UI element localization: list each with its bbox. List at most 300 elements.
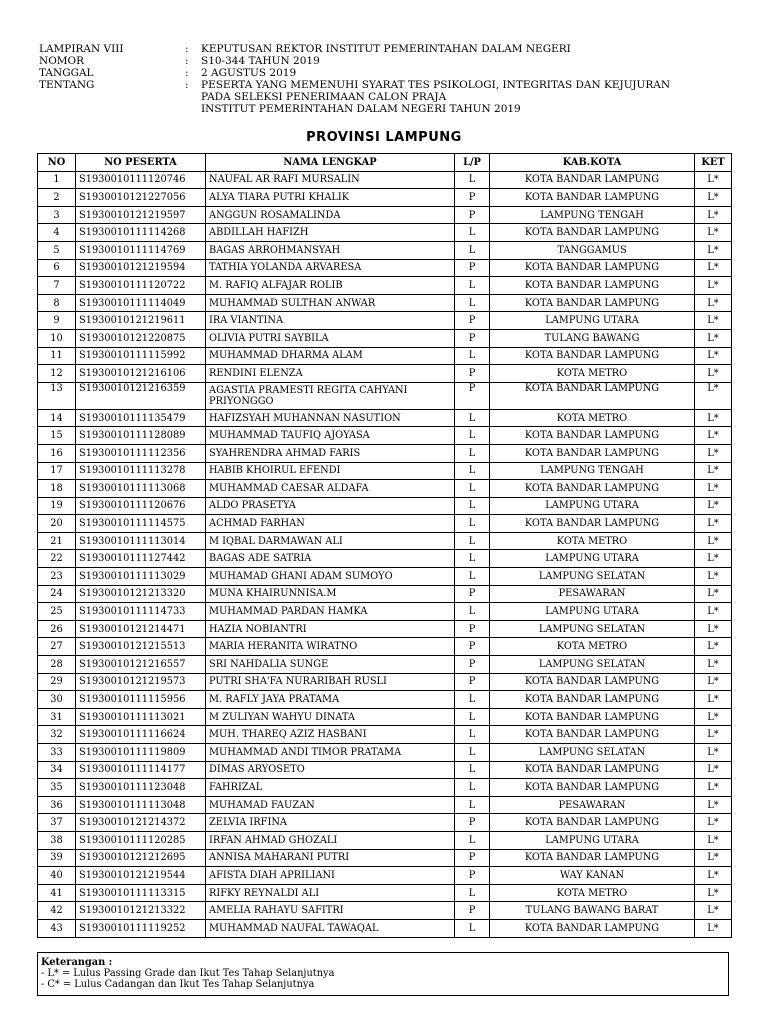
cell-ket: L*: [695, 277, 732, 295]
cell-no: 10: [38, 329, 76, 347]
cell-lp: L: [455, 708, 490, 726]
cell-lp: L: [455, 515, 490, 533]
cell-nama: MUHAMMAD NAUFAL TAWAQAL: [206, 919, 455, 937]
cell-kab-kota: PESAWARAN: [490, 796, 695, 814]
table-row: [38, 444, 732, 462]
notes-line-c: - C* = Lulus Cadangan dan Ikut Tes Tahap Selanjutnya: [41, 979, 315, 990]
header-value-line: KEPUTUSAN REKTOR INSTITUT PEMERINTAHAN DALAM NEGERI: [201, 43, 571, 55]
cell-nama: MUHAMAD GHANI ADAM SUMOYO: [206, 568, 455, 586]
table-row: [38, 550, 732, 568]
cell-ket: L*: [695, 814, 732, 832]
cell-kab-kota: KOTA BANDAR LAMPUNG: [490, 515, 695, 533]
table-row: [38, 708, 732, 726]
cell-nama: ALYA TIARA PUTRI KHALIK: [206, 189, 455, 207]
document-header: [39, 43, 729, 115]
cell-nama: ANNISA MAHARANI PUTRI: [206, 849, 455, 867]
notes-line-l: - L* = Lulus Passing Grade dan Ikut Tes Tahap Selanjutnya: [41, 968, 335, 979]
cell-no: 32: [38, 726, 76, 744]
cell-ket: L*: [695, 532, 732, 550]
cell-lp: P: [455, 329, 490, 347]
cell-ket: L*: [695, 462, 732, 480]
cell-lp: P: [455, 656, 490, 674]
cell-nama: NAUFAL AR RAFI MURSALIN: [206, 171, 455, 189]
cell-nama: BAGAS ARROHMANSYAH: [206, 241, 455, 259]
cell-kab-kota: KOTA METRO: [490, 532, 695, 550]
table-row: [38, 329, 732, 347]
cell-no-peserta: S1930010121215513: [76, 638, 206, 656]
cell-ket: L*: [695, 708, 732, 726]
table-row: [38, 365, 732, 383]
cell-no-peserta: S1930010111113048: [76, 796, 206, 814]
cell-nama: AGASTIA PRAMESTI REGITA CAHYANI PRIYONGGO: [206, 382, 455, 409]
header-value: [201, 79, 729, 115]
cell-no: 7: [38, 277, 76, 295]
header-colon: :: [185, 55, 189, 67]
cell-kab-kota: LAMPUNG UTARA: [490, 603, 695, 621]
cell-no: 34: [38, 761, 76, 779]
table-row: [38, 515, 732, 533]
cell-lp: L: [455, 277, 490, 295]
cell-no: 6: [38, 259, 76, 277]
cell-lp: L: [455, 532, 490, 550]
cell-kab-kota: LAMPUNG SELATAN: [490, 620, 695, 638]
table-row: [38, 480, 732, 498]
cell-no: 26: [38, 620, 76, 638]
table-row: [38, 673, 732, 691]
cell-kab-kota: LAMPUNG UTARA: [490, 497, 695, 515]
cell-nama: MARIA HERANITA WIRATNO: [206, 638, 455, 656]
cell-kab-kota: TULANG BAWANG BARAT: [490, 902, 695, 920]
cell-lp: L: [455, 241, 490, 259]
cell-ket: L*: [695, 620, 732, 638]
header-colon: :: [185, 79, 189, 91]
cell-lp: L: [455, 444, 490, 462]
table-row: [38, 347, 732, 365]
cell-no: 31: [38, 708, 76, 726]
table-row: [38, 462, 732, 480]
table-row: [38, 189, 732, 207]
cell-kab-kota: KOTA BANDAR LAMPUNG: [490, 224, 695, 242]
table-row: [38, 726, 732, 744]
table-row: [38, 277, 732, 295]
cell-kab-kota: KOTA BANDAR LAMPUNG: [490, 347, 695, 365]
cell-no: 41: [38, 884, 76, 902]
cell-kab-kota: KOTA BANDAR LAMPUNG: [490, 761, 695, 779]
cell-ket: L*: [695, 515, 732, 533]
table-row: [38, 691, 732, 709]
cell-no-peserta: S1930010111114177: [76, 761, 206, 779]
cell-no: 42: [38, 902, 76, 920]
cell-lp: P: [455, 189, 490, 207]
cell-ket: L*: [695, 638, 732, 656]
cell-kab-kota: KOTA BANDAR LAMPUNG: [490, 673, 695, 691]
cell-ket: L*: [695, 206, 732, 224]
header-value: [201, 67, 729, 79]
cell-no: 38: [38, 831, 76, 849]
header-value-line: PESERTA YANG MEMENUHI SYARAT TES PSIKOLOGI, INTEGRITAS DAN KEJUJURAN: [201, 79, 671, 91]
cell-no-peserta: S1930010121214372: [76, 814, 206, 832]
cell-kab-kota: KOTA METRO: [490, 409, 695, 427]
cell-nama: HAFIZSYAH MUHANNAN NASUTION: [206, 409, 455, 427]
cell-lp: L: [455, 224, 490, 242]
cell-no: 9: [38, 312, 76, 330]
table-row: [38, 796, 732, 814]
cell-no: 43: [38, 919, 76, 937]
cell-no-peserta: S1930010111123048: [76, 779, 206, 797]
header-colon: :: [185, 43, 189, 55]
cell-nama: M. RAFIQ ALFAJAR ROLIB: [206, 277, 455, 295]
header-colon: :: [185, 67, 189, 79]
cell-lp: P: [455, 382, 490, 409]
cell-no: 39: [38, 849, 76, 867]
cell-lp: P: [455, 867, 490, 885]
cell-no: 36: [38, 796, 76, 814]
header-value-line: PADA SELEKSI PENERIMAAN CALON PRAJA: [201, 91, 447, 103]
cell-ket: L*: [695, 779, 732, 797]
cell-kab-kota: TANGGAMUS: [490, 241, 695, 259]
cell-no-peserta: S1930010111120746: [76, 171, 206, 189]
cell-no: 28: [38, 656, 76, 674]
cell-no-peserta: S1930010111127442: [76, 550, 206, 568]
cell-nama: ABDILLAH HAFIZH: [206, 224, 455, 242]
table-row: [38, 867, 732, 885]
cell-kab-kota: KOTA BANDAR LAMPUNG: [490, 691, 695, 709]
cell-nama: HABIB KHOIRUL EFENDI: [206, 462, 455, 480]
cell-lp: L: [455, 480, 490, 498]
table-row: [38, 779, 732, 797]
cell-no: 16: [38, 444, 76, 462]
header-key: TANGGAL: [39, 67, 94, 79]
cell-nama: M IQBAL DARMAWAN ALI: [206, 532, 455, 550]
cell-ket: L*: [695, 673, 732, 691]
cell-kab-kota: KOTA BANDAR LAMPUNG: [490, 277, 695, 295]
cell-nama: MUHAMMAD PARDAN HAMKA: [206, 603, 455, 621]
cell-ket: L*: [695, 365, 732, 383]
cell-lp: L: [455, 171, 490, 189]
cell-no-peserta: S1930010121219597: [76, 206, 206, 224]
cell-nama: MUHAMMAD DHARMA ALAM: [206, 347, 455, 365]
cell-ket: L*: [695, 550, 732, 568]
cell-kab-kota: KOTA BANDAR LAMPUNG: [490, 259, 695, 277]
cell-ket: L*: [695, 726, 732, 744]
table-row: [38, 902, 732, 920]
table-row: [38, 294, 732, 312]
cell-kab-kota: LAMPUNG SELATAN: [490, 568, 695, 586]
cell-no: 33: [38, 744, 76, 762]
cell-ket: L*: [695, 884, 732, 902]
cell-kab-kota: KOTA BANDAR LAMPUNG: [490, 708, 695, 726]
cell-no: 37: [38, 814, 76, 832]
table-row: [38, 849, 732, 867]
cell-ket: L*: [695, 849, 732, 867]
cell-ket: L*: [695, 497, 732, 515]
col-header-nama-lengkap: NAMA LENGKAP: [206, 154, 455, 172]
table-row: [38, 656, 732, 674]
cell-no-peserta: S1930010111119809: [76, 744, 206, 762]
col-header-kab-kota: KAB.KOTA: [490, 154, 695, 172]
cell-ket: L*: [695, 189, 732, 207]
cell-no-peserta: S1930010121212695: [76, 849, 206, 867]
cell-lp: L: [455, 497, 490, 515]
cell-nama: FAHRIZAL: [206, 779, 455, 797]
table-row: [38, 312, 732, 330]
cell-kab-kota: KOTA BANDAR LAMPUNG: [490, 427, 695, 445]
cell-no-peserta: S1930010121219611: [76, 312, 206, 330]
cell-lp: L: [455, 409, 490, 427]
cell-kab-kota: KOTA BANDAR LAMPUNG: [490, 294, 695, 312]
cell-no: 3: [38, 206, 76, 224]
cell-no-peserta: S1930010111113068: [76, 480, 206, 498]
cell-no-peserta: S1930010121216106: [76, 365, 206, 383]
col-header-no-peserta: NO PESERTA: [76, 154, 206, 172]
notes-box: [37, 952, 729, 996]
cell-lp: L: [455, 884, 490, 902]
table-row: [38, 171, 732, 189]
cell-no: 35: [38, 779, 76, 797]
cell-no: 4: [38, 224, 76, 242]
table-row: [38, 427, 732, 445]
cell-kab-kota: WAY KANAN: [490, 867, 695, 885]
cell-no: 27: [38, 638, 76, 656]
participants-table: [37, 153, 732, 938]
header-key: TENTANG: [39, 79, 95, 91]
table-row: [38, 638, 732, 656]
cell-lp: P: [455, 585, 490, 603]
header-value-line: INSTITUT PEMERINTAHAN DALAM NEGERI TAHUN 2019: [201, 103, 521, 115]
cell-lp: L: [455, 726, 490, 744]
cell-nama: ACHMAD FARHAN: [206, 515, 455, 533]
cell-no: 13: [38, 382, 76, 409]
cell-no-peserta: S1930010121216557: [76, 656, 206, 674]
table-row: [38, 761, 732, 779]
table-body: [38, 171, 732, 937]
cell-ket: L*: [695, 761, 732, 779]
cell-no-peserta: S1930010111113014: [76, 532, 206, 550]
cell-nama: IRA VIANTINA: [206, 312, 455, 330]
cell-ket: L*: [695, 691, 732, 709]
cell-no: 30: [38, 691, 76, 709]
cell-lp: P: [455, 673, 490, 691]
table-row: [38, 620, 732, 638]
cell-no: 5: [38, 241, 76, 259]
cell-ket: L*: [695, 259, 732, 277]
cell-nama: HAZIA NOBIANTRI: [206, 620, 455, 638]
cell-lp: P: [455, 259, 490, 277]
cell-nama: MUHAMMAD ANDI TIMOR PRATAMA: [206, 744, 455, 762]
cell-no: 23: [38, 568, 76, 586]
cell-no-peserta: S1930010121216359: [76, 382, 206, 409]
cell-no: 25: [38, 603, 76, 621]
cell-ket: L*: [695, 867, 732, 885]
cell-lp: L: [455, 427, 490, 445]
cell-nama: IRFAN AHMAD GHOZALI: [206, 831, 455, 849]
table-row: [38, 382, 732, 409]
cell-kab-kota: KOTA BANDAR LAMPUNG: [490, 382, 695, 409]
cell-ket: L*: [695, 480, 732, 498]
cell-lp: P: [455, 638, 490, 656]
header-value-line: S10-344 TAHUN 2019: [201, 55, 320, 67]
cell-no: 1: [38, 171, 76, 189]
cell-ket: L*: [695, 409, 732, 427]
cell-no-peserta: S1930010121219573: [76, 673, 206, 691]
cell-nama: PUTRI SHA'FA NURARIBAH RUSLI: [206, 673, 455, 691]
cell-kab-kota: KOTA BANDAR LAMPUNG: [490, 779, 695, 797]
cell-no-peserta: S1930010111114575: [76, 515, 206, 533]
cell-no-peserta: S1930010111114268: [76, 224, 206, 242]
header-value-line: 2 AGUSTUS 2019: [201, 67, 297, 79]
cell-lp: L: [455, 568, 490, 586]
cell-lp: P: [455, 365, 490, 383]
cell-kab-kota: KOTA BANDAR LAMPUNG: [490, 444, 695, 462]
cell-kab-kota: KOTA METRO: [490, 365, 695, 383]
cell-no-peserta: S1930010111114049: [76, 294, 206, 312]
cell-lp: L: [455, 831, 490, 849]
cell-kab-kota: LAMPUNG SELATAN: [490, 656, 695, 674]
cell-no-peserta: S1930010111115992: [76, 347, 206, 365]
cell-lp: L: [455, 796, 490, 814]
cell-no-peserta: S1930010111116624: [76, 726, 206, 744]
header-key: LAMPIRAN VIII: [39, 43, 124, 55]
table-row: [38, 568, 732, 586]
cell-nama: AFISTA DIAH APRILIANI: [206, 867, 455, 885]
cell-no-peserta: S1930010121227056: [76, 189, 206, 207]
cell-ket: L*: [695, 444, 732, 462]
cell-ket: L*: [695, 603, 732, 621]
table-row: [38, 206, 732, 224]
cell-ket: L*: [695, 224, 732, 242]
table-header-row: [38, 154, 732, 172]
table-row: [38, 744, 732, 762]
cell-no-peserta: S1930010111135479: [76, 409, 206, 427]
notes-title: Keterangan :: [41, 957, 113, 968]
cell-kab-kota: KOTA METRO: [490, 638, 695, 656]
cell-no: 8: [38, 294, 76, 312]
cell-kab-kota: LAMPUNG TENGAH: [490, 206, 695, 224]
cell-lp: L: [455, 919, 490, 937]
cell-lp: P: [455, 312, 490, 330]
cell-kab-kota: PESAWARAN: [490, 585, 695, 603]
cell-nama: MUHAMMAD TAUFIQ AJOYASA: [206, 427, 455, 445]
cell-no: 18: [38, 480, 76, 498]
table-row: [38, 409, 732, 427]
header-key: NOMOR: [39, 55, 85, 67]
cell-ket: L*: [695, 568, 732, 586]
cell-no-peserta: S1930010121213322: [76, 902, 206, 920]
cell-no-peserta: S1930010111119252: [76, 919, 206, 937]
cell-lp: P: [455, 902, 490, 920]
cell-kab-kota: KOTA BANDAR LAMPUNG: [490, 849, 695, 867]
cell-lp: L: [455, 347, 490, 365]
cell-no: 19: [38, 497, 76, 515]
cell-nama: MUHAMMAD SULTHAN ANWAR: [206, 294, 455, 312]
cell-no-peserta: S1930010111113315: [76, 884, 206, 902]
cell-lp: L: [455, 779, 490, 797]
cell-no: 21: [38, 532, 76, 550]
header-value: [201, 55, 729, 67]
cell-kab-kota: KOTA BANDAR LAMPUNG: [490, 171, 695, 189]
cell-ket: L*: [695, 347, 732, 365]
cell-no: 20: [38, 515, 76, 533]
cell-kab-kota: LAMPUNG UTARA: [490, 312, 695, 330]
cell-lp: L: [455, 691, 490, 709]
cell-no-peserta: S1930010111120676: [76, 497, 206, 515]
cell-ket: L*: [695, 744, 732, 762]
cell-lp: L: [455, 462, 490, 480]
cell-no: 11: [38, 347, 76, 365]
table-row: [38, 831, 732, 849]
cell-lp: L: [455, 294, 490, 312]
cell-no-peserta: S1930010111113021: [76, 708, 206, 726]
cell-nama: RENDINI ELENZA: [206, 365, 455, 383]
table-row: [38, 603, 732, 621]
cell-no: 24: [38, 585, 76, 603]
cell-no-peserta: S1930010111120722: [76, 277, 206, 295]
cell-no-peserta: S1930010111128089: [76, 427, 206, 445]
cell-lp: P: [455, 849, 490, 867]
cell-lp: P: [455, 814, 490, 832]
table-row: [38, 884, 732, 902]
cell-nama: ANGGUN ROSAMALINDA: [206, 206, 455, 224]
province-title: PROVINSI LAMPUNG: [306, 130, 462, 145]
cell-no: 14: [38, 409, 76, 427]
cell-ket: L*: [695, 796, 732, 814]
cell-no-peserta: S1930010111120285: [76, 831, 206, 849]
cell-nama: SRI NAHDALIA SUNGE: [206, 656, 455, 674]
cell-nama: ALDO PRASETYA: [206, 497, 455, 515]
cell-nama: SYAHRENDRA AHMAD FARIS: [206, 444, 455, 462]
cell-ket: L*: [695, 902, 732, 920]
cell-kab-kota: TULANG BAWANG: [490, 329, 695, 347]
cell-nama: MUHAMMAD CAESAR ALDAFA: [206, 480, 455, 498]
table-row: [38, 919, 732, 937]
cell-nama: BAGAS ADE SATRIA: [206, 550, 455, 568]
col-header-ket: KET: [695, 154, 732, 172]
cell-no-peserta: S1930010121213320: [76, 585, 206, 603]
cell-ket: L*: [695, 171, 732, 189]
cell-kab-kota: LAMPUNG SELATAN: [490, 744, 695, 762]
col-header-no: NO: [38, 154, 76, 172]
cell-no: 29: [38, 673, 76, 691]
cell-no: 12: [38, 365, 76, 383]
cell-no-peserta: S1930010121219544: [76, 867, 206, 885]
cell-nama: M ZULIYAN WAHYU DINATA: [206, 708, 455, 726]
cell-no-peserta: S1930010121219594: [76, 259, 206, 277]
table-row: [38, 585, 732, 603]
cell-ket: L*: [695, 831, 732, 849]
cell-no: 40: [38, 867, 76, 885]
cell-ket: L*: [695, 241, 732, 259]
cell-kab-kota: KOTA BANDAR LAMPUNG: [490, 726, 695, 744]
table-row: [38, 497, 732, 515]
header-row: [39, 79, 729, 115]
cell-no-peserta: S1930010111115956: [76, 691, 206, 709]
table-row: [38, 259, 732, 277]
cell-ket: L*: [695, 329, 732, 347]
cell-lp: L: [455, 744, 490, 762]
cell-lp: P: [455, 206, 490, 224]
cell-nama: DIMAS ARYOSETO: [206, 761, 455, 779]
header-row: [39, 43, 729, 55]
cell-kab-kota: KOTA BANDAR LAMPUNG: [490, 189, 695, 207]
cell-nama: M. RAFLY JAYA PRATAMA: [206, 691, 455, 709]
cell-kab-kota: LAMPUNG TENGAH: [490, 462, 695, 480]
cell-kab-kota: KOTA BANDAR LAMPUNG: [490, 814, 695, 832]
cell-nama: ZELVIA IRFINA: [206, 814, 455, 832]
table-row: [38, 532, 732, 550]
cell-no: 15: [38, 427, 76, 445]
cell-ket: L*: [695, 919, 732, 937]
cell-no-peserta: S1930010121220875: [76, 329, 206, 347]
